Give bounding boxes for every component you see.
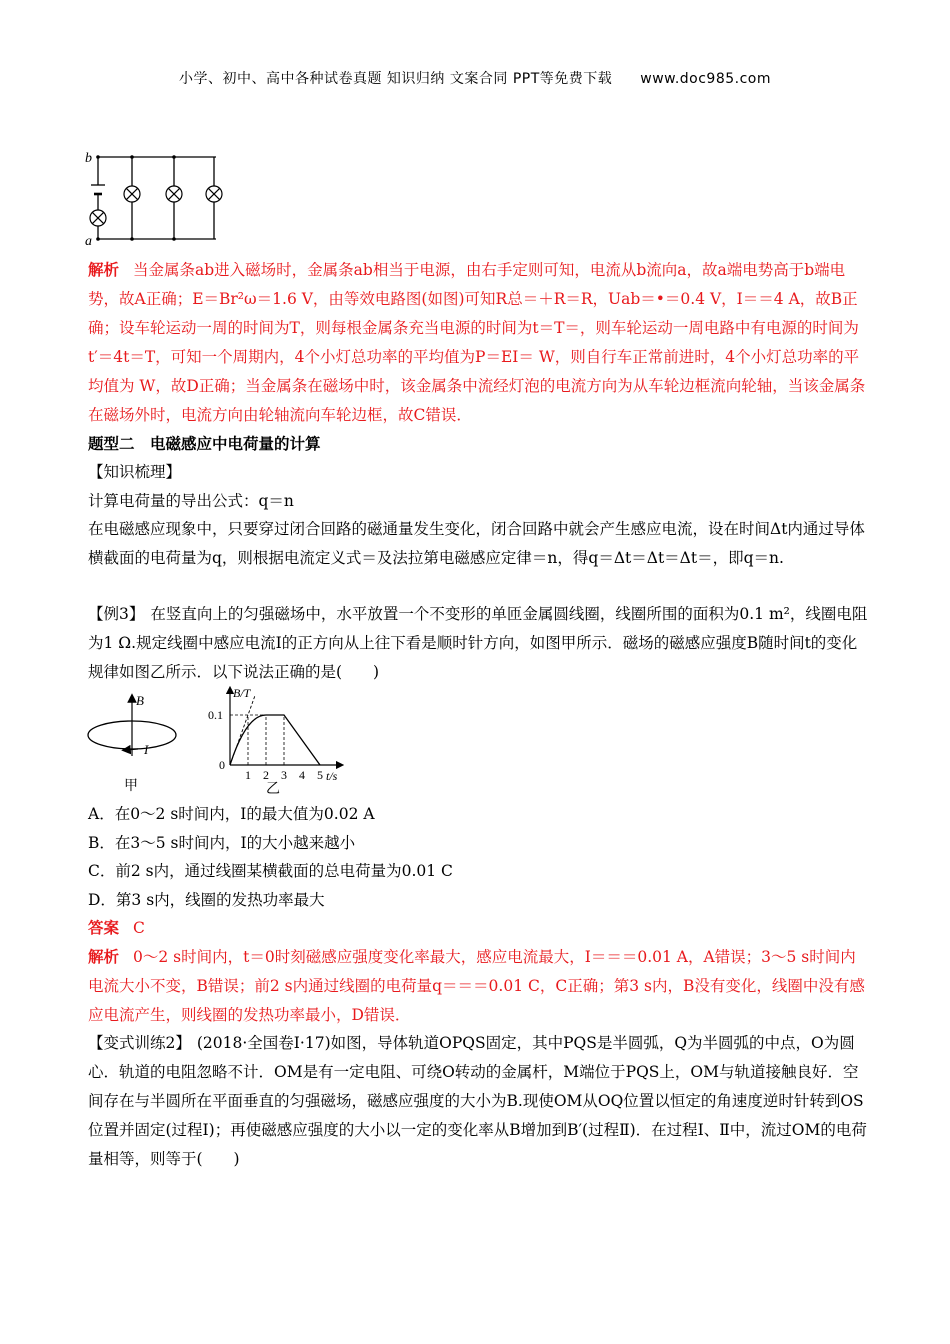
figure-jia	[86, 690, 196, 800]
knowledge-tag: 【知识梳理】	[88, 463, 182, 481]
option-c: C．前2 s内，通过线圈某横截面的总电荷量为0.01 C	[88, 862, 453, 880]
variant-2-text: (2018·全国卷Ⅰ·17)如图，导体轨道OPQS固定，其中PQS是半圆弧，Q为半圆弧的中点，O为圆心．轨道的电阻忽略不计．OM是有一定电阻、可绕O转动的金属杆，M端位于PQS上，OM与轨道接触良好．空间存在与半圆所在平面垂直的匀强磁场，磁感应强度的大小为B.现使OM从OQ位置以恒定的角速度逆时针转到OS位置并固定(过程Ⅰ)；再使磁感应强度的大小以一定的变化率从B增加到B′(过程Ⅱ)．在过程Ⅰ、Ⅱ中，流过OM的电荷量相等，则等于( )	[88, 1034, 867, 1168]
label-B: B	[136, 693, 144, 708]
y-axis-label: B/T	[233, 686, 251, 700]
label-I: I	[144, 742, 149, 757]
x-axis-label: t/s	[326, 769, 338, 783]
example-3	[88, 600, 868, 687]
caption-yi: 乙	[266, 782, 280, 797]
answer-tag: 答案	[88, 919, 120, 937]
example-3-text: 在竖直向上的匀强磁场中，水平放置一个不变形的单匝金属圆线圈，线圈所围的面积为0.1 m²，线圈电阻为1 Ω.规定线圈中感应电流I的正方向从上往下看是顺时针方向，如图甲所示．磁场的磁感应强度B随时间t的变化规律如图乙所示．以下说法正确的是( )	[88, 605, 868, 681]
caption-jia: 甲	[124, 779, 138, 794]
analysis-2	[88, 943, 868, 1030]
label-b: b	[85, 151, 92, 166]
circuit-diagram	[82, 148, 232, 248]
lamp-icon	[206, 186, 222, 202]
option-b: B．在3～5 s时间内，I的大小越来越小	[88, 834, 356, 852]
analysis-1-tag: 解析	[88, 261, 120, 279]
section-title: 题型二 电磁感应中电荷量的计算	[88, 435, 321, 453]
answer-value: C	[133, 919, 145, 937]
y-tick-label: 0.1	[208, 708, 223, 722]
battery-icon	[91, 185, 105, 194]
example-3-tag: 【例3】	[88, 605, 145, 623]
lamp-icon	[124, 186, 140, 202]
header-url[interactable]: www.doc985.com	[640, 71, 772, 87]
formula-line: 计算电荷量的导出公式：q＝n	[88, 492, 294, 510]
figure-yi-chart	[200, 685, 350, 800]
origin-label: 0	[219, 758, 225, 772]
x-tick-label: 4	[299, 768, 305, 782]
x-tick-label: 2	[263, 768, 269, 782]
variant-training-2	[88, 1029, 868, 1174]
x-tick-label: 5	[317, 768, 323, 782]
lamp-icon	[90, 210, 106, 226]
series-tangent-line	[230, 695, 255, 765]
variant-2-tag: 【变式训练2】	[88, 1034, 191, 1052]
option-d: D．第3 s内，线圈的发热功率最大	[88, 891, 325, 909]
x-tick-label: 3	[281, 768, 287, 782]
lamp-icon	[166, 186, 182, 202]
answer	[88, 914, 868, 943]
header-text: 小学、初中、高中各种试卷真题 知识归纳 文案合同 PPT等免费下载	[178, 71, 613, 87]
label-a: a	[85, 234, 92, 248]
explanation: 在电磁感应现象中，只要穿过闭合回路的磁通量发生变化，闭合回路中就会产生感应电流，设在时间Δt内通过导体横截面的电荷量为q，则根据电流定义式＝及法拉第电磁感应定律＝n，得q＝Δt＝Δt＝Δt＝，即q＝n.	[88, 520, 865, 567]
option-a: A．在0～2 s时间内，I的最大值为0.02 A	[88, 805, 375, 823]
analysis-1-text: 当金属条ab进入磁场时，金属条ab相当于电源，由右手定则可知，电流从b流向a，故a端电势高于b端电势，故A正确；E＝Br²ω＝1.6 V，由等效电路图(如图)可知R总＝＋R＝R，Uab＝•＝0.4 V，I＝＝4 A，故B正确；设车轮运动一周的时间为T，则每根金属条充当电源的时间为t＝T＝，则车轮运动一周电路中有电源的时间为t′＝4t＝T，可知一个周期内，4个小灯总功率的平均值为P＝EI＝ W，则自行车正常前进时，4个小灯总功率的平均值为 W，故D正确；当金属条在磁场中时，该金属条中流经灯泡的电流方向为从车轮边框流向轮轴，当该金属条在磁场外时，电流方向由轮轴流向车轮边框，故C错误．	[88, 261, 866, 424]
analysis-2-text: 0～2 s时间内，t＝0时刻磁感应强度变化率最大，感应电流最大，I＝＝＝0.01 A，A错误；3～5 s时间内电流大小不变，B错误；前2 s内通过线圈的电荷量q＝＝＝0.01 C，C正确；第3 s内，B没有变化，线圈中没有感应电流产生，则线圈的发热功率最小，D错误．	[88, 948, 865, 1024]
series-B-line	[230, 715, 320, 765]
analysis-2-tag: 解析	[88, 948, 120, 966]
page-header	[0, 68, 950, 88]
analysis-1	[88, 256, 868, 430]
x-tick-label: 1	[245, 768, 251, 782]
